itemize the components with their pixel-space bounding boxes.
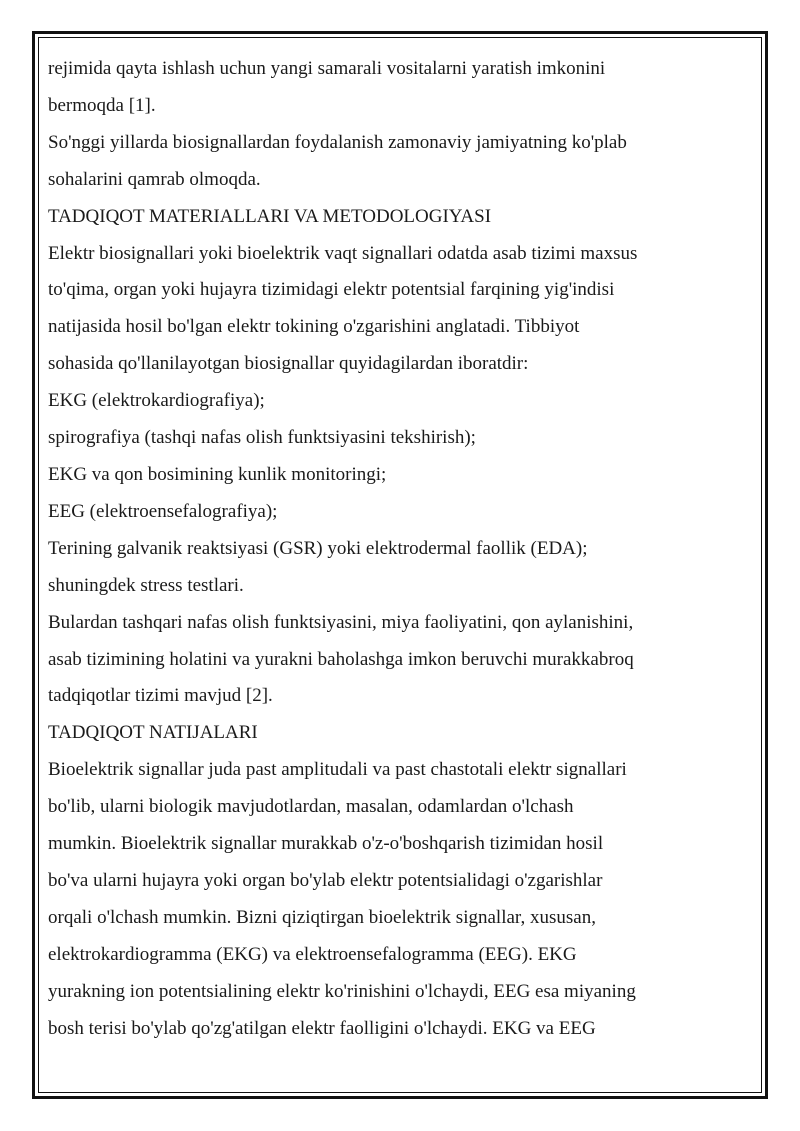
text-line: sohalarini qamrab olmoqda. [48, 168, 261, 190]
list-item: spirografiya (tashqi nafas olish funktsiyasini tekshirish); [48, 427, 476, 449]
text-line: asab tizimining holatini va yurakni baholashga imkon beruvchi murakkabroq [48, 648, 634, 670]
list-item: EKG (elektrokardiografiya); [48, 390, 265, 412]
section-heading: TADQIQOT MATERIALLARI VA METODOLOGIYASI [48, 205, 492, 227]
list-item: EEG (elektroensefalografiya); [48, 500, 278, 522]
text-line: bo'lib, ularni biologik mavjudotlardan, masalan, odamlardan o'lchash [48, 796, 574, 818]
list-item: Terining galvanik reaktsiyasi (GSR) yoki elektrodermal faollik (EDA); [48, 537, 588, 559]
section-heading: TADQIQOT NATIJALARI [48, 722, 258, 744]
text-line: mumkin. Bioelektrik signallar murakkab o'z-o'boshqarish tizimidan hosil [48, 833, 604, 855]
text-line: elektrokardiogramma (EKG) va elektroensefalogramma (EEG). EKG [48, 943, 577, 965]
document-body [48, 51, 748, 1047]
text-line: So'nggi yillarda biosignallardan foydalanish zamonaviy jamiyatning ko'plab [48, 131, 627, 153]
text-line: to'qima, organ yoki hujayra tizimidagi elektr potentsial farqining yig'indisi [48, 279, 615, 301]
text-line: Bulardan tashqari nafas olish funktsiyasini, miya faoliyatini, qon aylanishini, [48, 611, 634, 633]
text-line: bo'va ularni hujayra yoki organ bo'ylab elektr potentsialidagi o'zgarishlar [48, 869, 603, 891]
list-item: EKG va qon bosimining kunlik monitoringi; [48, 463, 387, 485]
text-line: yurakning ion potentsialining elektr ko'rinishini o'lchaydi, EEG esa miyaning [48, 980, 636, 1002]
text-line: bermoqda [1]. [48, 94, 156, 116]
text-line: Bioelektrik signallar juda past amplitudali va past chastotali elektr signallari [48, 759, 627, 781]
text-line: sohasida qo'llanilayotgan biosignallar quyidagilardan iboratdir: [48, 353, 529, 375]
text-line: bosh terisi bo'ylab qo'zg'atilgan elektr faolligini o'lchaydi. EKG va EEG [48, 1017, 596, 1039]
text-line: orqali o'lchash mumkin. Bizni qiziqtirgan bioelektrik signallar, xususan, [48, 906, 596, 928]
list-item: shuningdek stress testlari. [48, 574, 244, 596]
text-line: rejimida qayta ishlash uchun yangi samarali vositalarni yaratish imkonini [48, 58, 606, 79]
text-line: tadqiqotlar tizimi mavjud [2]. [48, 685, 273, 707]
text-line: Elektr biosignallari yoki bioelektrik vaqt signallari odatda asab tizimi maxsus [48, 242, 638, 264]
text-line: natijasida hosil bo'lgan elektr tokining o'zgarishini anglatadi. Tibbiyot [48, 316, 580, 338]
